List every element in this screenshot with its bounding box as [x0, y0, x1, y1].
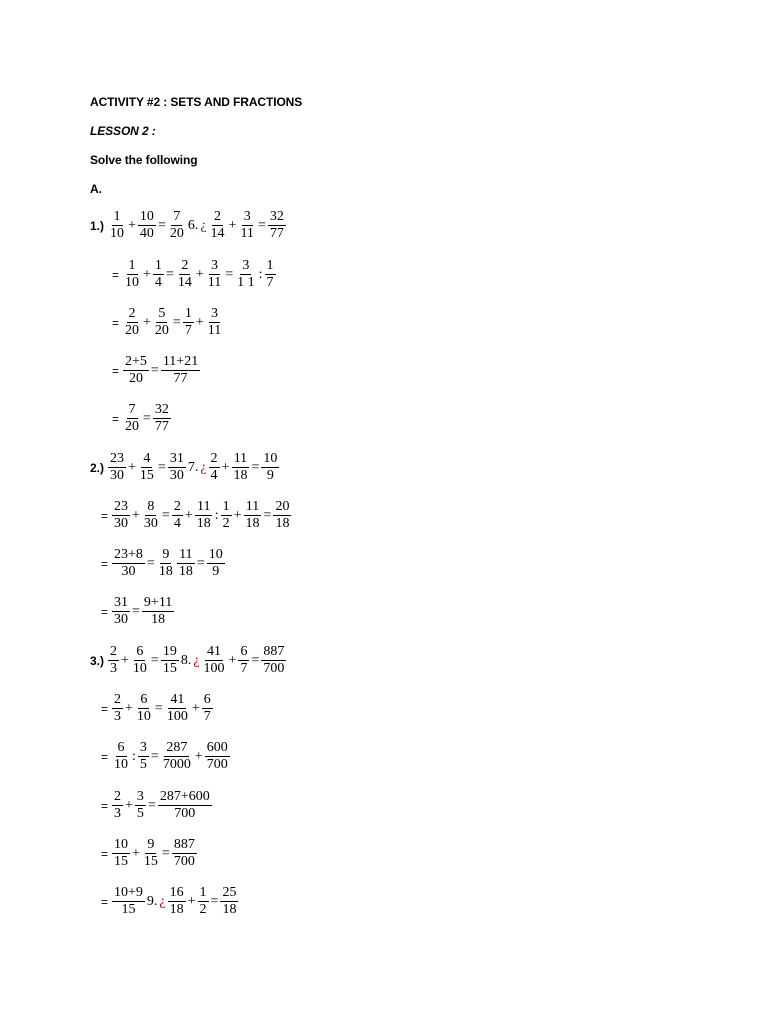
operator: 9.	[146, 893, 158, 909]
operator: 7.	[187, 459, 199, 475]
fraction	[158, 789, 212, 822]
denominator: 4	[210, 468, 218, 483]
denominator: 2	[199, 902, 207, 917]
numerator: 11	[233, 451, 248, 466]
operator: :	[258, 266, 263, 282]
fraction	[112, 837, 130, 870]
numerator: 23	[114, 499, 129, 514]
operator: +	[228, 652, 237, 668]
numerator: 41	[170, 692, 185, 707]
denominator: 30	[143, 516, 158, 531]
denominator: 15	[121, 902, 136, 917]
denominator: 100	[166, 709, 188, 724]
fraction	[268, 209, 286, 242]
numerator: 1	[266, 258, 274, 273]
denominator: 18	[222, 902, 237, 917]
equals-sign: =	[101, 749, 109, 764]
numerator: 6	[140, 692, 148, 707]
fraction	[123, 402, 141, 435]
denominator: 10	[136, 709, 151, 724]
numerator: 32	[269, 209, 284, 224]
fraction	[168, 451, 186, 484]
numerator: 887	[173, 837, 195, 852]
numerator: 25	[222, 885, 237, 900]
operator: =	[147, 797, 156, 813]
numerator: 1	[199, 885, 207, 900]
fraction	[231, 451, 249, 484]
numerator: 8	[147, 499, 155, 514]
fraction	[265, 258, 276, 291]
equals-sign: =	[101, 846, 109, 861]
equals-sign: =	[101, 556, 109, 571]
fraction	[131, 644, 149, 677]
numerator: 1	[154, 258, 162, 273]
operator: =	[161, 507, 170, 523]
denominator: 20	[128, 371, 143, 386]
equation-line	[101, 499, 292, 532]
instruction-text: Solve the following	[90, 153, 198, 167]
operator: =	[150, 748, 159, 764]
numerator: 6	[240, 644, 248, 659]
denominator: 15	[162, 661, 177, 676]
numerator: 11	[179, 547, 193, 562]
equation-line	[90, 209, 287, 242]
fraction	[168, 885, 186, 918]
numerator: 2+5	[125, 354, 147, 369]
denominator: 4	[154, 275, 162, 290]
operator: =	[257, 217, 266, 233]
numerator: 1	[128, 258, 136, 273]
fraction	[172, 837, 197, 870]
fraction	[123, 354, 149, 387]
operator: +	[233, 507, 242, 523]
denominator: 77	[154, 419, 169, 434]
fraction	[176, 258, 194, 291]
fraction	[195, 499, 213, 532]
fraction	[153, 258, 164, 291]
numerator: 16	[169, 885, 184, 900]
numerator: 1	[113, 209, 121, 224]
denominator: 9	[212, 564, 220, 579]
denominator: 15	[143, 854, 158, 869]
operator: =	[143, 410, 151, 426]
numerator: 3	[242, 258, 250, 273]
equation-line	[101, 547, 226, 580]
numerator: 887	[263, 644, 285, 659]
denominator: 5	[139, 757, 147, 772]
operator: 6.	[187, 217, 199, 233]
denominator: 11	[207, 275, 222, 290]
fraction	[108, 209, 126, 242]
missing-glyph: ¿	[193, 652, 200, 668]
denominator: 10	[132, 661, 147, 676]
fraction	[142, 499, 160, 532]
numerator: 4	[143, 451, 151, 466]
fraction	[138, 451, 156, 484]
fraction	[135, 789, 146, 822]
fraction	[142, 595, 174, 628]
fraction	[112, 740, 130, 773]
equals-sign: =	[101, 798, 109, 813]
operator: +	[195, 314, 204, 330]
numerator: 3	[210, 258, 218, 273]
numerator: 3	[139, 740, 147, 755]
denominator: 18	[151, 612, 166, 627]
numerator: 9	[162, 547, 170, 562]
denominator: 3	[114, 709, 122, 724]
denominator: 7	[184, 323, 192, 338]
denominator: 18	[178, 564, 193, 579]
operator: +	[195, 266, 204, 282]
fraction	[112, 789, 123, 822]
fraction	[220, 885, 238, 918]
numerator: 6	[117, 740, 125, 755]
operator: =	[132, 603, 140, 619]
fraction	[112, 595, 130, 628]
denominator: 7	[266, 275, 274, 290]
denominator: 3	[110, 661, 118, 676]
denominator: 15	[114, 854, 129, 869]
numerator: 10+9	[114, 885, 143, 900]
equation-line	[101, 885, 239, 918]
operator: =	[263, 507, 272, 523]
fraction	[161, 644, 179, 677]
numerator: 10	[263, 451, 278, 466]
fraction	[221, 499, 232, 532]
fraction	[198, 885, 209, 918]
fraction	[261, 644, 286, 677]
fraction	[202, 644, 227, 677]
numerator: 31	[169, 451, 184, 466]
denominator: 5	[136, 806, 144, 821]
fraction	[273, 499, 291, 532]
fraction	[112, 547, 145, 580]
fraction	[123, 258, 141, 291]
denominator: 700	[206, 757, 228, 772]
equals-sign: =	[101, 508, 109, 523]
fraction	[112, 499, 130, 532]
denominator: 18	[169, 902, 184, 917]
denominator: 18	[275, 516, 290, 531]
numerator: 23	[110, 451, 125, 466]
equals-sign: =	[101, 894, 109, 909]
fraction	[202, 692, 213, 725]
equation-line	[90, 451, 280, 484]
numerator: 5	[158, 306, 166, 321]
problem-number: 1.)	[90, 218, 105, 233]
denominator: 700	[173, 854, 195, 869]
numerator: 7	[128, 402, 136, 417]
equation-line	[112, 258, 277, 291]
operator: +	[128, 217, 136, 233]
fraction	[138, 209, 156, 242]
fraction	[153, 306, 171, 339]
operator: =	[150, 652, 159, 668]
fraction	[138, 740, 149, 773]
denominator: 18	[158, 564, 173, 579]
fraction	[157, 547, 175, 580]
equation-line	[112, 354, 201, 387]
denominator: 9	[266, 468, 274, 483]
operator: +	[187, 893, 196, 909]
fraction	[209, 209, 227, 242]
denominator: 30	[114, 516, 129, 531]
numerator: 3	[136, 789, 144, 804]
fraction	[235, 258, 257, 291]
operator: =	[165, 266, 174, 282]
denominator: 30	[121, 564, 136, 579]
denominator: 1 1	[237, 275, 255, 290]
fraction	[112, 692, 123, 725]
denominator: 11	[207, 323, 222, 338]
fraction	[108, 644, 119, 677]
numerator: 6	[136, 644, 144, 659]
numerator: 2	[210, 451, 218, 466]
equation-line	[101, 789, 213, 822]
denominator: 10	[110, 226, 125, 241]
operator: +	[221, 459, 230, 475]
operator: +	[143, 314, 151, 330]
operator: :	[132, 748, 136, 764]
denominator: 14	[210, 226, 225, 241]
operator: +	[228, 217, 237, 233]
fraction	[244, 499, 262, 532]
denominator: 30	[169, 468, 184, 483]
numerator: 2	[173, 499, 181, 514]
denominator: 30	[114, 612, 129, 627]
numerator: 11+21	[162, 354, 199, 369]
operator: +	[191, 700, 200, 716]
numerator: 41	[207, 644, 222, 659]
denominator: 7	[203, 709, 211, 724]
equals-sign: =	[112, 267, 120, 282]
equation-line	[101, 692, 214, 725]
fraction	[205, 740, 230, 773]
numerator: 600	[206, 740, 228, 755]
operator: =	[157, 459, 166, 475]
numerator: 1	[222, 499, 230, 514]
numerator: 32	[154, 402, 169, 417]
fraction	[238, 644, 249, 677]
numerator: 2	[114, 692, 122, 707]
lesson-label: LESSON 2 :	[90, 124, 156, 138]
operator: =	[225, 266, 234, 282]
denominator: 30	[110, 468, 125, 483]
numerator: 10	[208, 547, 223, 562]
denominator: 10	[125, 275, 140, 290]
operator: =	[196, 555, 205, 571]
fraction	[206, 258, 223, 291]
equation-line	[112, 306, 224, 339]
fraction	[207, 547, 225, 580]
numerator: 3	[210, 306, 218, 321]
numerator: 11	[196, 499, 211, 514]
section-label: A.	[90, 182, 102, 196]
denominator: 100	[203, 661, 225, 676]
equals-sign: =	[112, 363, 120, 378]
numerator: 20	[275, 499, 290, 514]
numerator: 9+11	[143, 595, 173, 610]
fraction	[172, 499, 183, 532]
equals-sign: =	[101, 604, 109, 619]
problem-number: 2.)	[90, 460, 105, 475]
numerator: 1	[184, 306, 192, 321]
fraction	[209, 451, 220, 484]
denominator: 3	[114, 806, 122, 821]
operator: +	[194, 748, 203, 764]
denominator: 11	[240, 226, 254, 241]
denominator: 700	[263, 661, 285, 676]
denominator: 20	[125, 323, 140, 338]
denominator: 18	[245, 516, 260, 531]
numerator: 2	[110, 644, 118, 659]
numerator: 19	[162, 644, 177, 659]
operator: +	[184, 507, 193, 523]
operator: =	[251, 652, 260, 668]
operator: =	[154, 700, 163, 716]
denominator: 2	[222, 516, 230, 531]
equation-line	[101, 740, 231, 773]
fraction	[108, 451, 126, 484]
denominator: 7000	[162, 757, 191, 772]
equation-line	[101, 595, 175, 628]
numerator: 10	[139, 209, 154, 224]
activity-title: ACTIVITY #2 : SETS AND FRACTIONS	[90, 95, 303, 109]
numerator: 3	[243, 209, 251, 224]
denominator: 4	[173, 516, 181, 531]
numerator: 2	[181, 258, 189, 273]
numerator: 2	[214, 209, 222, 224]
numerator: 6	[203, 692, 211, 707]
denominator: 18	[196, 516, 211, 531]
operator: =	[161, 845, 170, 861]
fraction	[161, 740, 193, 773]
operator: =	[172, 314, 181, 330]
fraction	[261, 451, 279, 484]
denominator: 77	[269, 226, 284, 241]
equals-sign: =	[112, 315, 120, 330]
operator: +	[128, 459, 136, 475]
numerator: 9	[147, 837, 155, 852]
fraction	[112, 885, 145, 918]
operator: =	[146, 555, 155, 571]
numerator: 2	[114, 789, 122, 804]
operator: =	[150, 362, 159, 378]
fraction	[161, 354, 200, 387]
missing-glyph: ¿	[200, 459, 207, 475]
fraction	[183, 306, 194, 339]
operator: =	[210, 893, 219, 909]
equation-line	[112, 402, 172, 435]
operator: +	[132, 845, 140, 861]
operator: +	[125, 700, 133, 716]
denominator: 10	[114, 757, 129, 772]
denominator: 18	[233, 468, 248, 483]
operator: :	[214, 507, 219, 523]
fraction	[168, 209, 186, 242]
fraction	[177, 547, 195, 580]
numerator: 11	[245, 499, 260, 514]
equation-line	[90, 644, 287, 677]
equals-sign: =	[101, 701, 109, 716]
fraction	[238, 209, 255, 242]
numerator: 287	[166, 740, 188, 755]
denominator: 77	[173, 371, 188, 386]
fraction	[153, 402, 171, 435]
operator: +	[121, 652, 129, 668]
operator: =	[251, 459, 260, 475]
denominator: 40	[139, 226, 154, 241]
numerator: 7	[173, 209, 181, 224]
numerator: 23+8	[114, 547, 143, 562]
denominator: 20	[169, 226, 184, 241]
missing-glyph: ¿	[200, 217, 207, 233]
numerator: 2	[128, 306, 136, 321]
denominator: 15	[139, 468, 154, 483]
problem-number: 3.)	[90, 653, 105, 668]
equation-line	[101, 837, 198, 870]
operator: +	[125, 797, 133, 813]
fraction	[206, 306, 223, 339]
denominator: 7	[240, 661, 248, 676]
fraction	[142, 837, 160, 870]
denominator: 20	[125, 419, 140, 434]
fraction	[135, 692, 153, 725]
numerator: 31	[114, 595, 129, 610]
denominator: 700	[174, 806, 196, 821]
operator: +	[143, 266, 151, 282]
operator: =	[157, 217, 166, 233]
numerator: 287+600	[159, 789, 210, 804]
missing-glyph: ¿	[159, 893, 166, 909]
denominator: 14	[177, 275, 192, 290]
denominator: 20	[154, 323, 169, 338]
operator: +	[132, 507, 140, 523]
fraction	[165, 692, 190, 725]
fraction	[123, 306, 141, 339]
equals-sign: =	[112, 411, 120, 426]
numerator: 10	[114, 837, 129, 852]
operator: 8.	[180, 652, 192, 668]
